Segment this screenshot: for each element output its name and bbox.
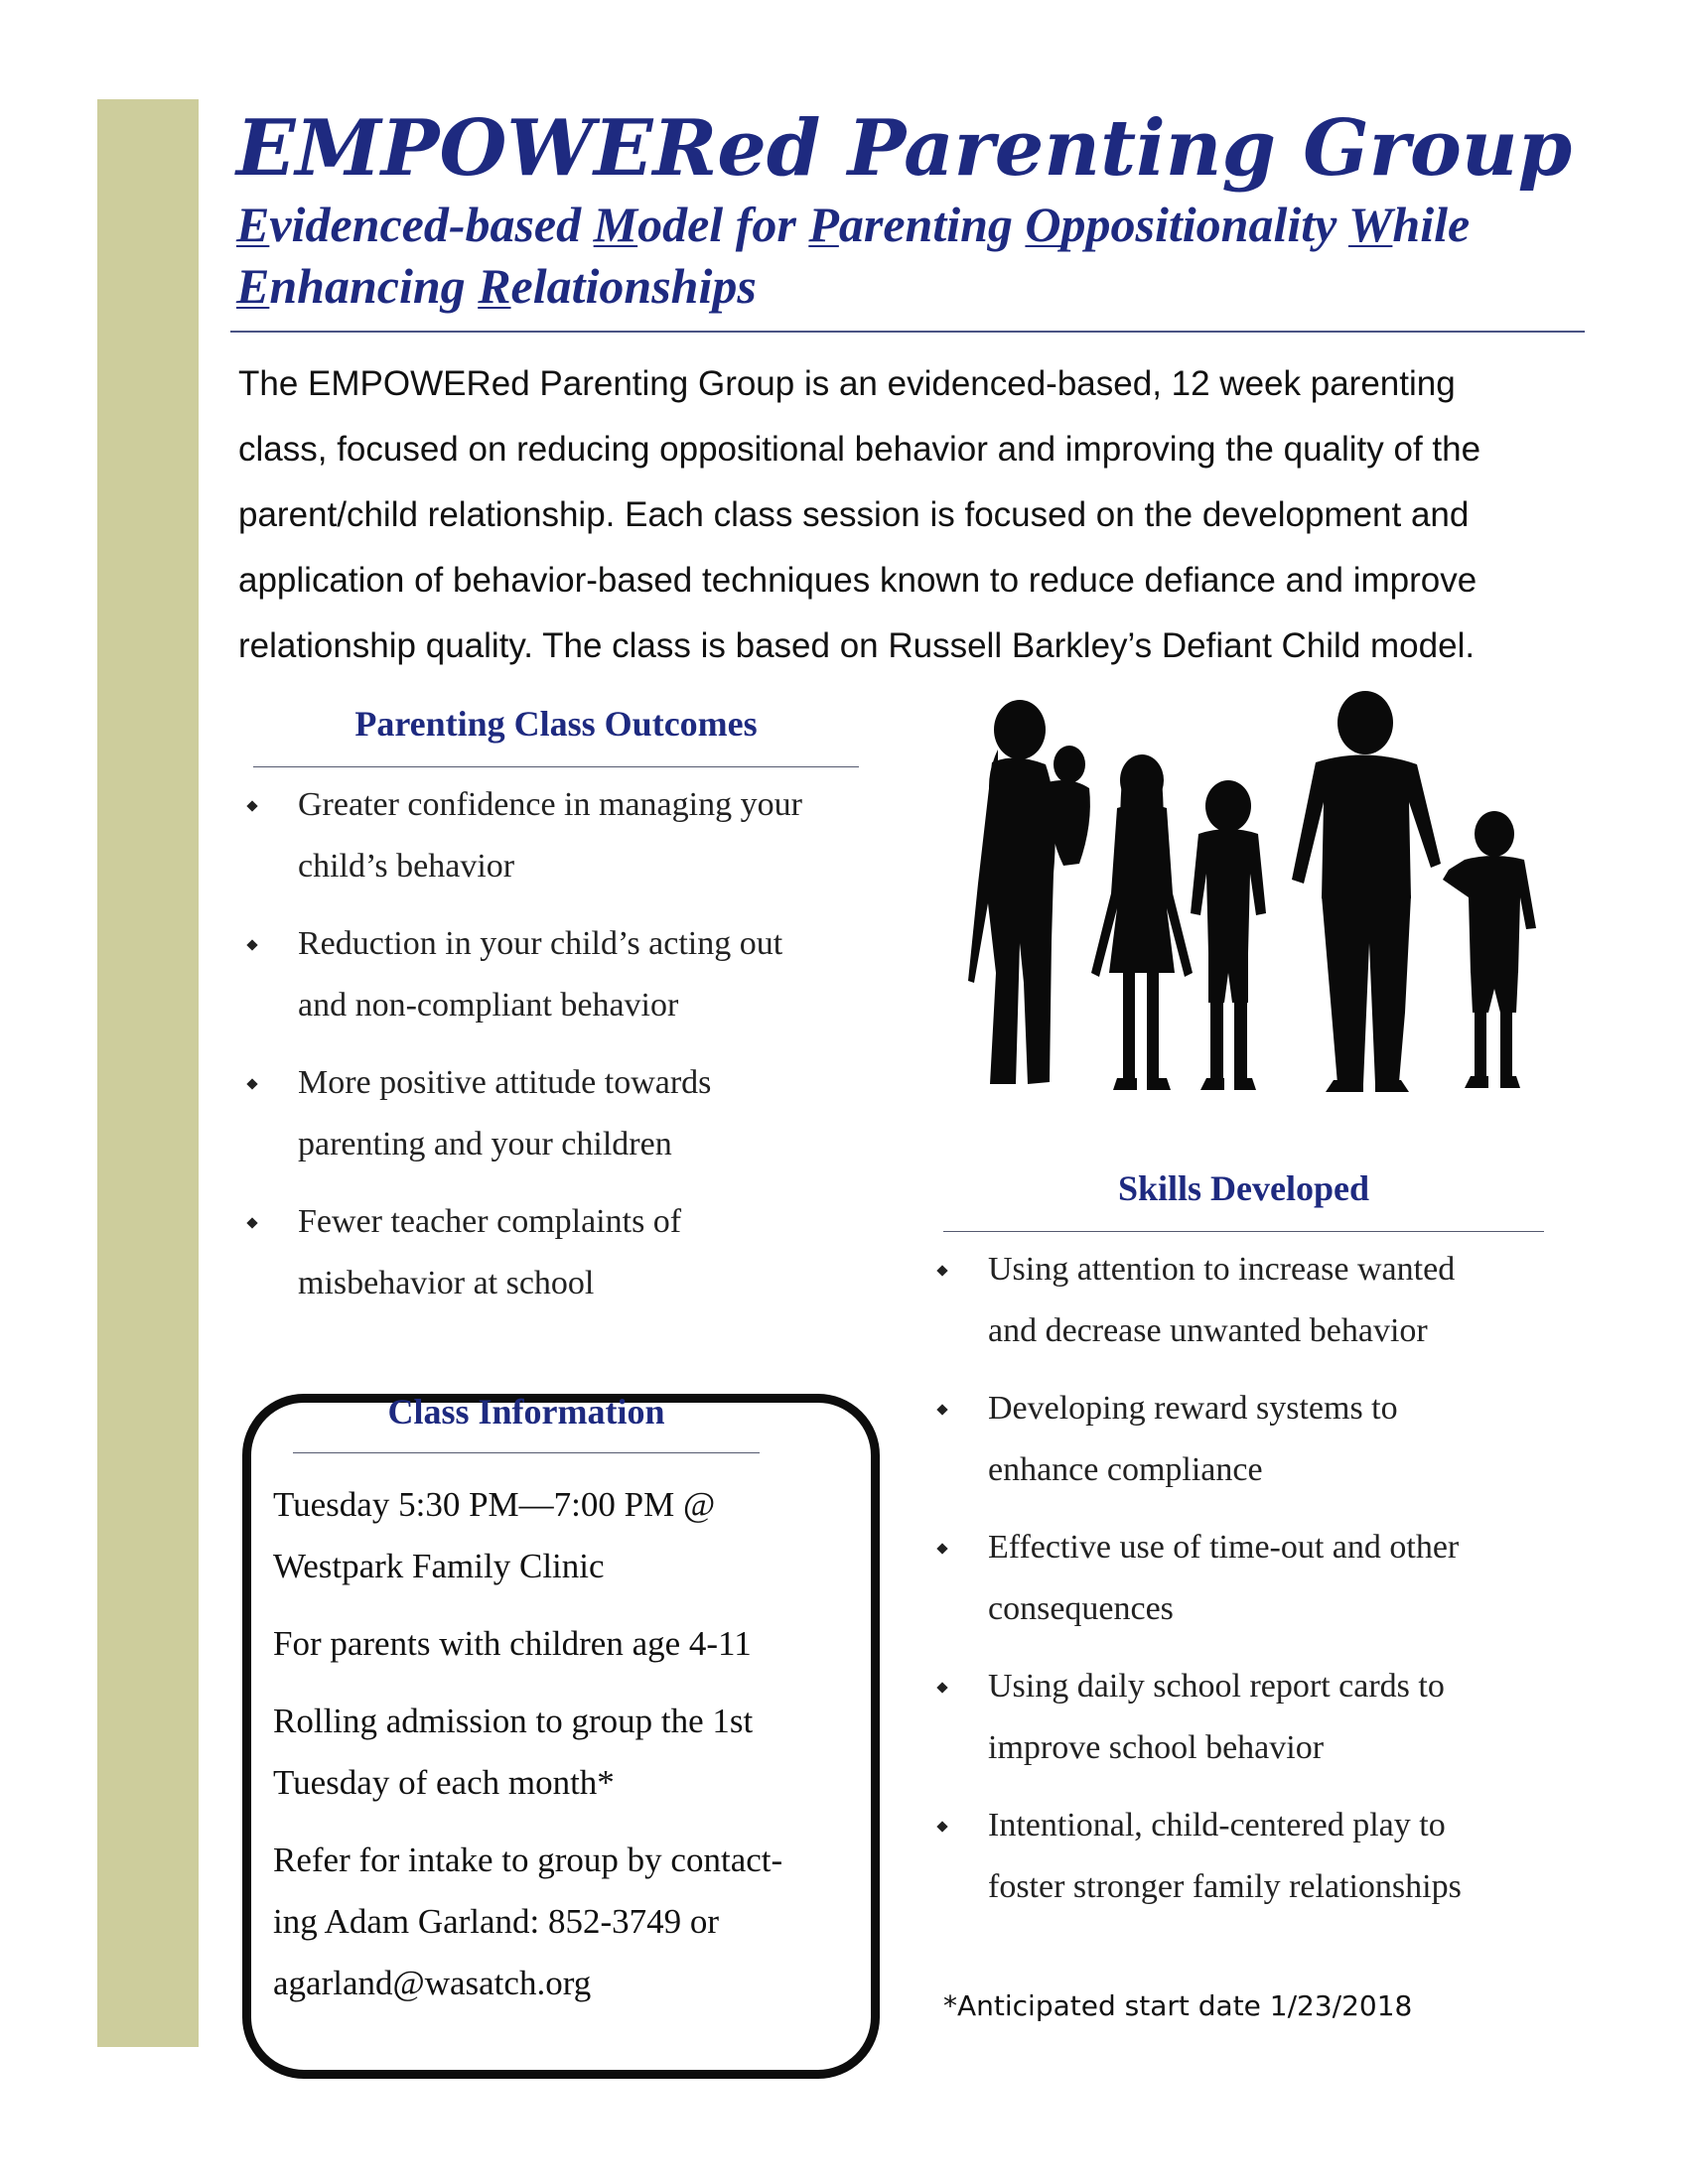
subtitle-word: videnced-based	[269, 197, 594, 252]
subtitle-initial: E	[236, 258, 270, 314]
girl-silhouette	[1091, 754, 1193, 1090]
class-info-line: ing Adam Garland: 852-3749 or	[273, 1902, 720, 1941]
skill-item-text	[988, 1795, 1633, 1918]
diamond-bullet-icon	[936, 1265, 947, 1276]
intro-line: parent/child relationship. Each class session is focused on the development and	[238, 495, 1470, 534]
page-title: EMPOWERed Parenting Group	[236, 103, 1573, 194]
outcome-item-line: More positive attitude towards	[298, 1064, 712, 1101]
skill-item-line: enhance compliance	[988, 1451, 1263, 1488]
father-silhouette	[1292, 691, 1441, 1092]
outcome-item-text	[298, 1191, 904, 1314]
subtitle-word: nhancing	[269, 258, 479, 314]
diamond-bullet-icon	[246, 939, 257, 950]
mother-silhouette	[968, 700, 1055, 1084]
intro-line: The EMPOWERed Parenting Group is an evidenced-based, 12 week parenting	[238, 364, 1456, 403]
outcome-item-line: misbehavior at school	[298, 1265, 595, 1301]
intro-line: class, focused on reducing oppositional behavior and improving the quality of the	[238, 430, 1481, 469]
small-boy-silhouette	[1443, 811, 1536, 1088]
subtitle-word: odel for	[637, 197, 809, 252]
class-info-line: Tuesday of each month*	[273, 1763, 615, 1802]
intro-paragraph	[238, 351, 1609, 679]
subtitle-word: arenting	[838, 197, 1026, 252]
class-info-paragraph	[273, 1691, 869, 1814]
outcome-item	[248, 913, 904, 1036]
skill-item-text	[988, 1378, 1633, 1501]
outcome-item-text	[298, 913, 904, 1036]
skill-item-line: and decrease unwanted behavior	[988, 1312, 1428, 1349]
diamond-bullet-icon	[246, 1217, 257, 1228]
class-info-paragraph	[273, 1613, 869, 1675]
outcome-item-text	[298, 1052, 904, 1175]
class-info-paragraph	[273, 1830, 869, 2014]
start-date-footnote: *Anticipated start date 1/23/2018	[943, 1989, 1413, 2022]
subtitle-initial: M	[593, 197, 638, 252]
subtitle-initial: E	[236, 197, 270, 252]
class-info-body	[273, 1474, 869, 2030]
skill-item-text	[988, 1517, 1633, 1640]
page-subtitle	[236, 194, 1626, 317]
boy-silhouette	[1191, 780, 1266, 1090]
skill-item	[938, 1656, 1633, 1779]
subtitle-line	[236, 194, 1626, 255]
subtitle-initial: O	[1025, 197, 1061, 252]
class-info-line: Refer for intake to group by contact-	[273, 1841, 783, 1879]
skills-heading: Skills Developed	[1117, 1168, 1370, 1208]
subtitle-word: hile	[1392, 197, 1471, 252]
skill-item	[938, 1795, 1633, 1918]
class-info-line: For parents with children age 4-11	[273, 1624, 752, 1663]
outcome-item-line: child’s behavior	[298, 848, 515, 885]
outcome-item-line: and non-compliant behavior	[298, 987, 679, 1024]
skills-divider	[943, 1231, 1544, 1232]
skill-item-line: Using attention to increase wanted	[988, 1251, 1456, 1288]
diamond-bullet-icon	[936, 1821, 947, 1832]
outcome-item-text	[298, 774, 904, 897]
class-info-divider	[293, 1452, 760, 1453]
skill-item-line: Using daily school report cards to	[988, 1668, 1445, 1705]
subtitle-word: ppositionality	[1060, 197, 1348, 252]
title-divider	[230, 331, 1585, 333]
skill-item-line: Developing reward systems to	[988, 1390, 1398, 1427]
skill-item-line: improve school behavior	[988, 1729, 1325, 1766]
skill-item-line: foster stronger family relationships	[988, 1868, 1462, 1905]
class-info-line: Rolling admission to group the 1st	[273, 1702, 754, 1740]
family-silhouette-image	[968, 685, 1564, 1102]
outcome-item-line: Fewer teacher complaints of	[298, 1203, 682, 1240]
outcomes-heading: Parenting Class Outcomes	[354, 704, 758, 744]
skill-item	[938, 1239, 1633, 1362]
skill-item-line: consequences	[988, 1590, 1174, 1627]
outcome-item-line: parenting and your children	[298, 1126, 672, 1162]
outcome-item	[248, 774, 904, 897]
subtitle-line	[236, 255, 1626, 317]
outcome-item-line: Reduction in your child’s acting out	[298, 925, 783, 962]
intro-line: relationship quality. The class is based on Russell Barkley’s Defiant Child model.	[238, 626, 1476, 665]
outcomes-list	[248, 774, 904, 1330]
class-info-paragraph	[273, 1474, 869, 1597]
skill-item-line: Effective use of time-out and other	[988, 1529, 1460, 1566]
class-info-line: Tuesday 5:30 PM—7:00 PM @	[273, 1485, 716, 1524]
diamond-bullet-icon	[246, 800, 257, 811]
sidebar-accent-bar	[97, 99, 199, 2047]
skill-item-text	[988, 1656, 1633, 1779]
subtitle-initial: W	[1347, 197, 1393, 252]
skill-item-line: Intentional, child-centered play to	[988, 1807, 1446, 1843]
skill-item	[938, 1378, 1633, 1501]
class-info-line: Westpark Family Clinic	[273, 1547, 605, 1585]
subtitle-initial: P	[808, 197, 839, 252]
class-info-line: agarland@wasatch.org	[273, 1964, 592, 2002]
diamond-bullet-icon	[936, 1682, 947, 1693]
diamond-bullet-icon	[246, 1078, 257, 1089]
diamond-bullet-icon	[936, 1404, 947, 1415]
subtitle-initial: R	[478, 258, 511, 314]
class-info-heading: Class Information	[387, 1392, 665, 1432]
skill-item	[938, 1517, 1633, 1640]
outcome-item-line: Greater confidence in managing your	[298, 786, 802, 823]
subtitle-word: elationships	[510, 258, 757, 314]
skills-list	[938, 1239, 1633, 1934]
intro-line: application of behavior-based techniques known to reduce defiance and improve	[238, 561, 1477, 600]
outcomes-divider	[253, 766, 859, 767]
skill-item-text	[988, 1239, 1633, 1362]
outcome-item	[248, 1052, 904, 1175]
outcome-item	[248, 1191, 904, 1314]
diamond-bullet-icon	[936, 1543, 947, 1554]
